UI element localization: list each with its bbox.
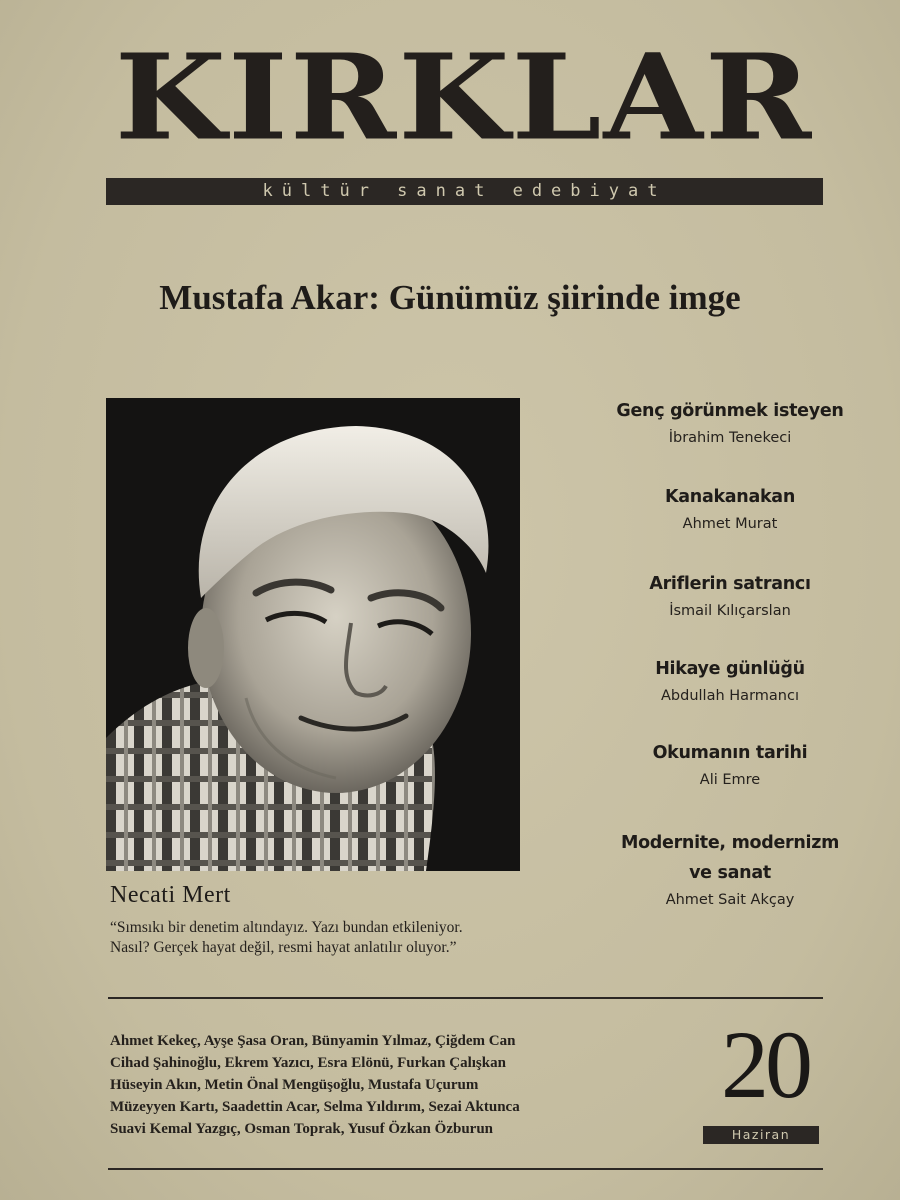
contributors-line: Suavi Kemal Yazgıç, Osman Toprak, Yusuf Özkan Özburun bbox=[110, 1121, 494, 1137]
toc-title: Kanakanakan bbox=[665, 487, 795, 507]
issue-month: Haziran bbox=[703, 1126, 819, 1144]
portrait-illustration bbox=[106, 398, 520, 871]
toc-title: Okumanın tarihi bbox=[652, 743, 808, 763]
toc-title: ve sanat bbox=[689, 863, 771, 883]
toc-title: Ariflerin satrancı bbox=[649, 574, 811, 594]
toc-author: Ali Emre bbox=[699, 772, 761, 788]
portrait-photo bbox=[106, 398, 520, 871]
tagline-bar: kültür sanat edebiyat bbox=[106, 178, 823, 205]
contributors-line: Cihad Şahinoğlu, Ekrem Yazıcı, Esra Elönü, Furkan Çalışkan bbox=[110, 1055, 506, 1071]
toc-title: Genç görünmek isteyen bbox=[616, 401, 844, 421]
toc-title: Modernite, modernizm bbox=[620, 833, 840, 853]
contributors-line: Müzeyyen Kartı, Saadettin Acar, Selma Yıldırım, Sezai Aktunca bbox=[110, 1099, 520, 1115]
toc-author: Abdullah Harmancı bbox=[661, 688, 799, 704]
magazine-title: KIRKLAR bbox=[114, 28, 814, 167]
toc-item bbox=[570, 738, 890, 792]
toc-item bbox=[570, 482, 890, 536]
toc-author: İsmail Kılıçarslan bbox=[669, 603, 791, 619]
toc-author: İbrahim Tenekeci bbox=[668, 430, 792, 446]
contributors-line: Hüseyin Akın, Metin Önal Mengüşoğlu, Mustafa Uçurum bbox=[110, 1077, 479, 1093]
toc-item bbox=[570, 569, 890, 623]
toc-author: Ahmet Sait Akçay bbox=[665, 892, 795, 908]
feature-quote-line: “Sımsıkı bir denetim altındayız. Yazı bundan etkileniyor. bbox=[110, 919, 463, 936]
toc-title: Hikaye günlüğü bbox=[655, 659, 805, 679]
toc-item bbox=[570, 396, 890, 450]
feature-quote-line: Nasıl? Gerçek hayat değil, resmi hayat anlatılır oluyor.” bbox=[110, 939, 457, 956]
toc-author: Ahmet Murat bbox=[682, 516, 778, 532]
toc-item bbox=[570, 654, 890, 708]
issue-number: 20 bbox=[721, 1011, 809, 1118]
divider-bottom bbox=[108, 1168, 823, 1170]
cover-headline: Mustafa Akar: Günümüz şiirinde imge bbox=[159, 278, 741, 317]
feature-name: Necati Mert bbox=[110, 882, 231, 908]
contributors-list bbox=[110, 1030, 630, 1140]
feature-quote bbox=[110, 918, 550, 958]
divider-top bbox=[108, 997, 823, 999]
contributors-line: Ahmet Kekeç, Ayşe Şasa Oran, Bünyamin Yılmaz, Çiğdem Can bbox=[110, 1033, 516, 1049]
toc-item bbox=[570, 828, 890, 912]
